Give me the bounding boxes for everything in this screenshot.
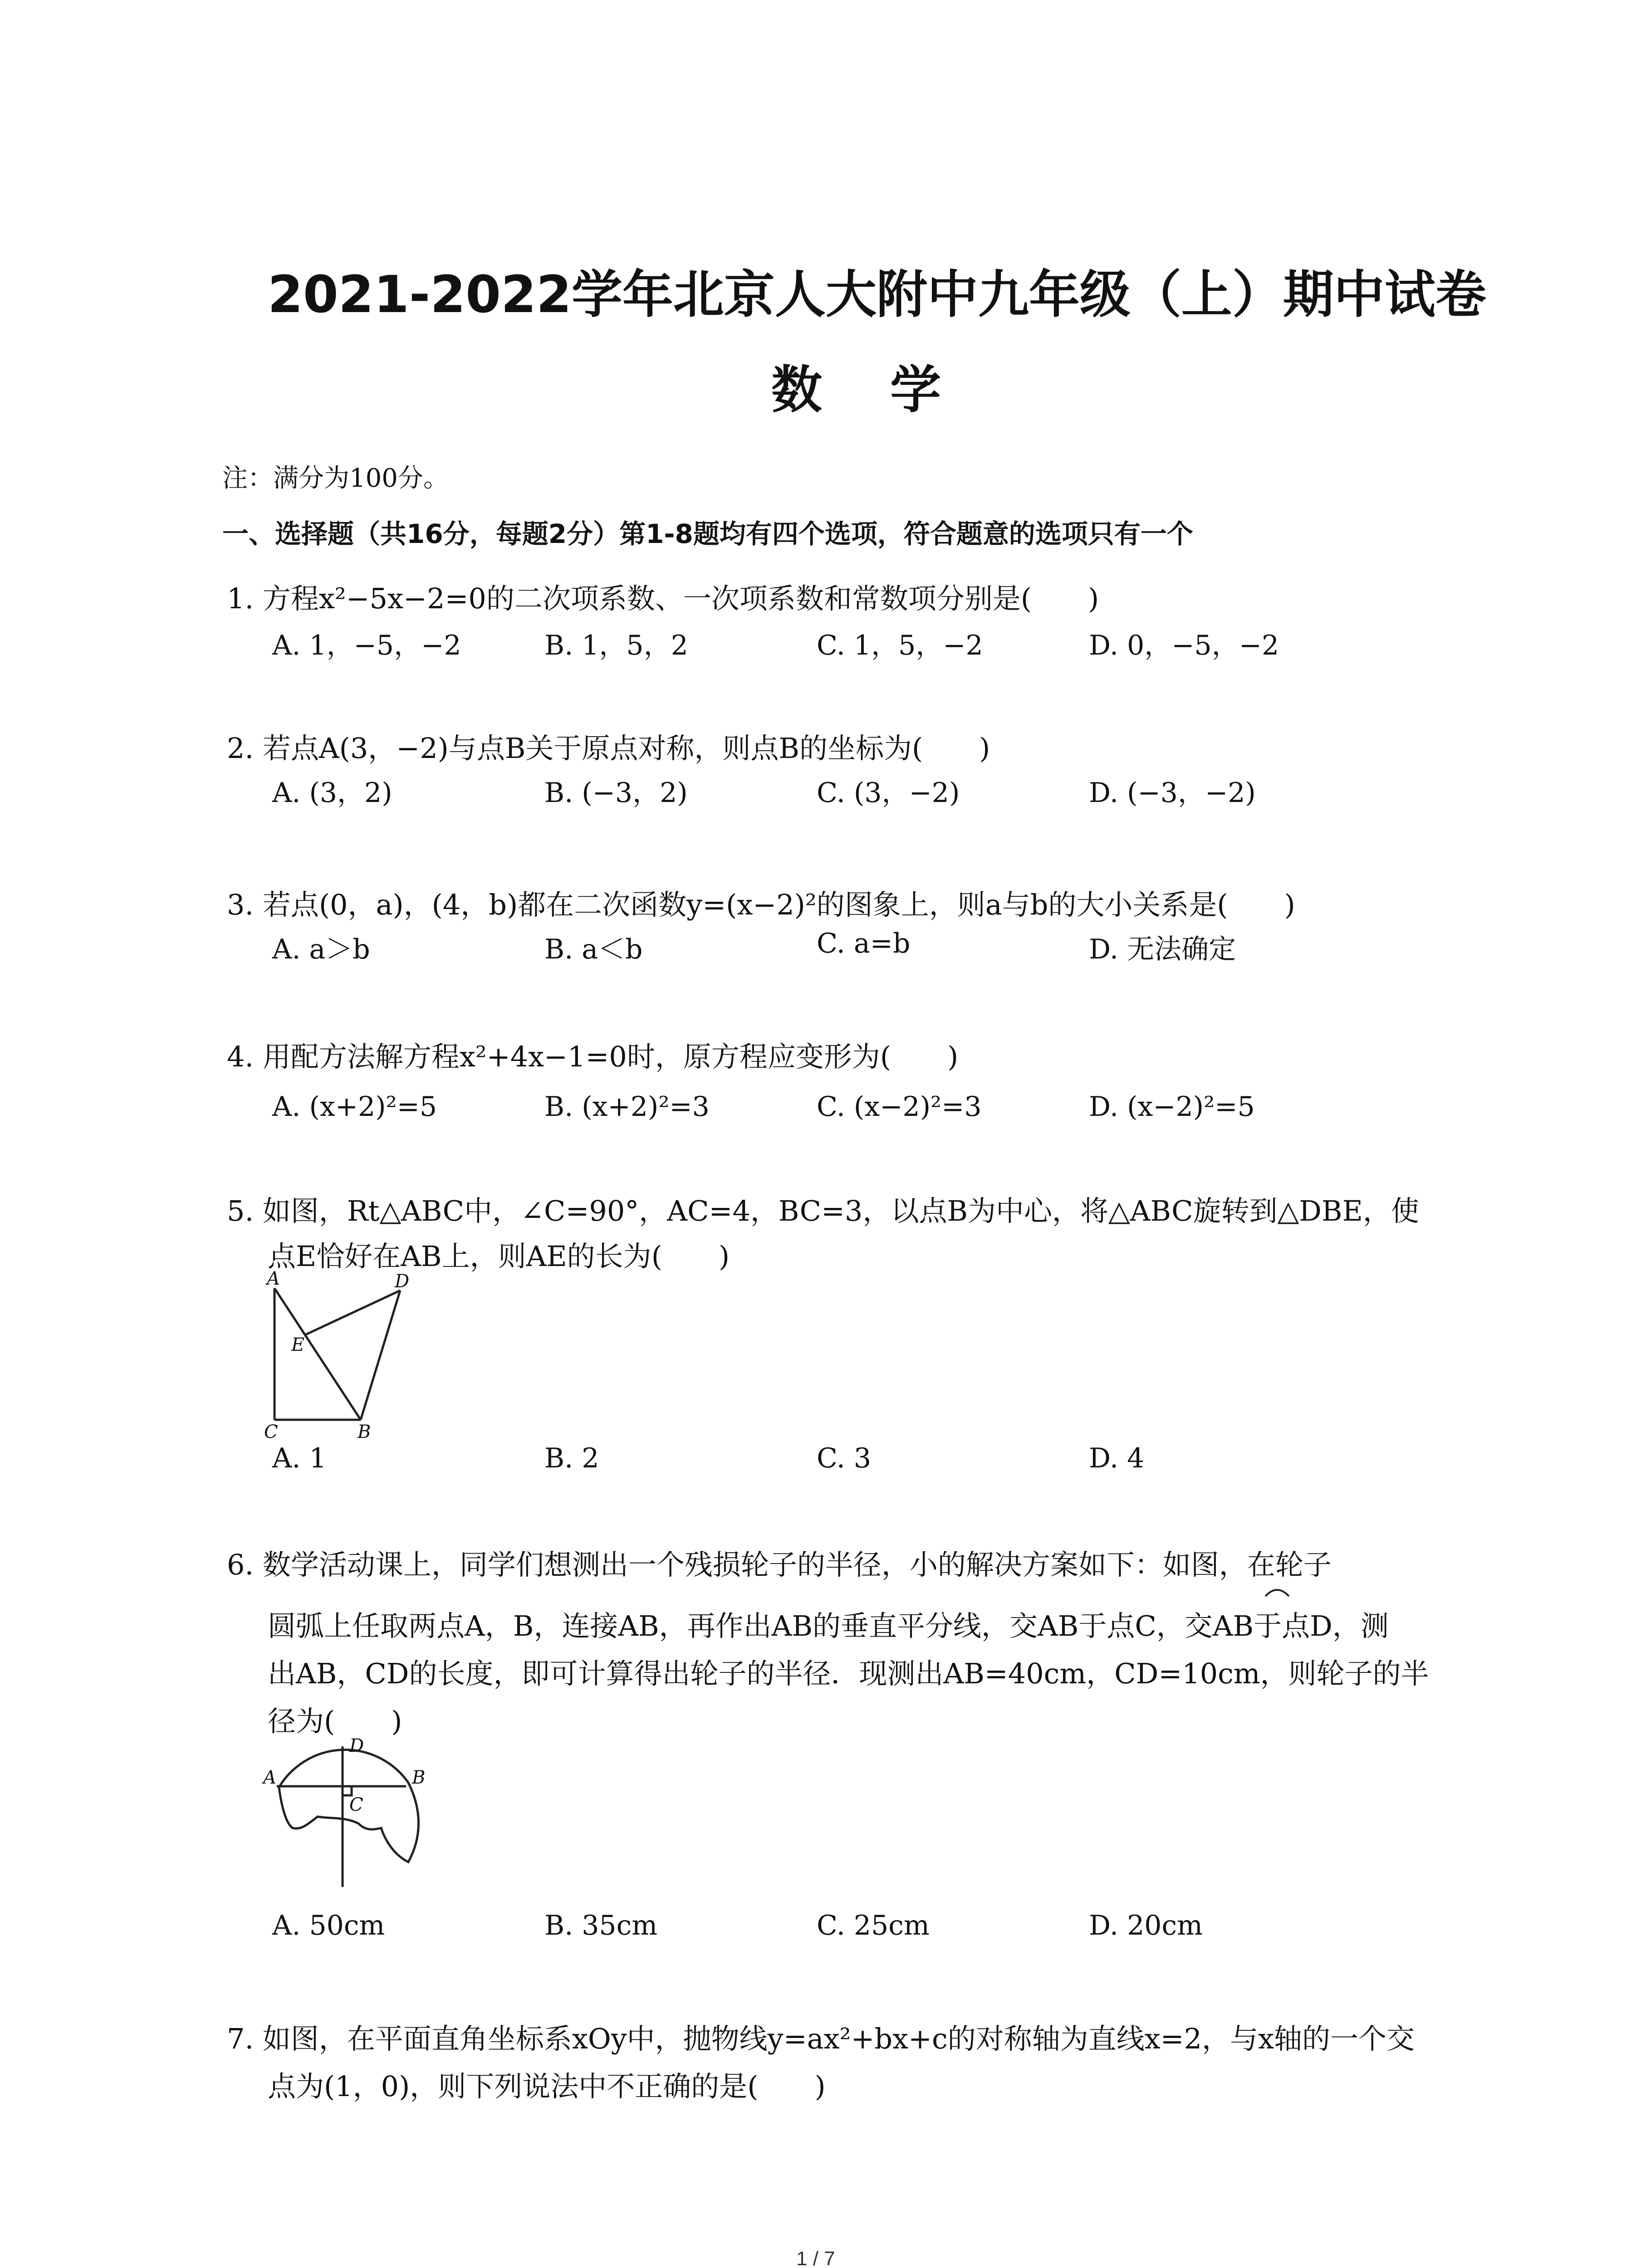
question-4-option-b: B. (x+2)²=3 [544,1091,710,1123]
question-6-option-b: B. 35cm [544,1910,658,1941]
question-4-option-c: C. (x−2)²=3 [817,1091,982,1123]
question-3-option-c: C. a=b [817,928,911,959]
question-2-stem: 2. 若点A(3，−2)与点B关于原点对称，则点B的坐标为( ) [227,732,990,765]
question-3-stem: 3. 若点(0，a)，(4，b)都在二次函数y=(x−2)²的图象上，则a与b的大小关系是( ) [227,888,1295,921]
question-5-option-c: C. 3 [817,1442,872,1474]
question-4-stem: 4. 用配方法解方程x²+4x−1=0时，原方程应变形为( ) [227,1040,959,1073]
question-3-option-d: D. 无法确定 [1089,934,1236,965]
figure5-label-e: E [291,1334,305,1355]
question-1-option-b: B. 1，5，2 [544,630,688,661]
question-4-option-a: A. (x+2)²=5 [272,1091,437,1123]
question-2-option-d: D. (−3，−2) [1089,777,1256,809]
subject-title: 数学 [771,361,1009,420]
question-5-triangle-figure [259,1270,422,1442]
question-6-stem-line-2: 圆弧上任取两点A，B，连接AB，再作出AB的垂直平分线，交AB于点C，交AB于点D，测 [268,1609,1389,1642]
question-4-option-d: D. (x−2)²=5 [1089,1091,1255,1123]
figure5-label-d: D [395,1271,410,1292]
figure6-label-a: A [263,1767,276,1788]
figure6-label-c: C [349,1794,363,1815]
question-6-option-c: C. 25cm [817,1910,930,1941]
page-number: 1 / 7 [796,2248,835,2268]
figure6-label-d: D [349,1735,364,1756]
question-1-stem: 1. 方程x²−5x−2=0的二次项系数、一次项系数和常数项分别是( ) [227,582,1099,615]
question-5-option-d: D. 4 [1089,1442,1145,1474]
question-6-stem-line-3: 出AB，CD的长度，即可计算得出轮子的半径．现测出AB=40cm，CD=10cm，则轮子的半 [268,1657,1429,1690]
arc-mark [1264,1585,1291,1598]
question-1-option-c: C. 1，5，−2 [817,630,983,661]
figure6-label-b: B [412,1767,426,1788]
question-6-stem-line-4: 径为( ) [268,1705,402,1738]
question-6-option-a: A. 50cm [272,1910,385,1941]
question-6-wheel-figure [259,1733,440,1905]
question-1-option-a: A. 1，−5，−2 [272,630,461,661]
question-5-stem-line-2: 点E恰好在AB上，则AE的长为( ) [268,1240,730,1273]
question-2-option-c: C. (3，−2) [817,777,960,809]
score-note: 注：满分为100分。 [222,464,449,493]
question-1-option-d: D. 0，−5，−2 [1089,630,1279,661]
question-7-stem-line-2: 点为(1，0)，则下列说法中不正确的是( ) [268,2070,826,2103]
question-2-option-a: A. (3，2) [272,777,392,809]
question-5-stem-line-1: 5. 如图，Rt△ABC中，∠C=90°，AC=4，BC=3，以点B为中心，将△ABC旋转到△DBE，使 [227,1194,1419,1227]
section-heading: 一、选择题（共16分，每题2分）第1-8题均有四个选项，符合题意的选项只有一个 [222,518,1193,549]
figure5-label-a: A [267,1270,280,1289]
question-3-option-a: A. a＞b [272,934,370,965]
question-2-option-b: B. (−3，2) [544,777,688,809]
question-3-option-b: B. a＜b [544,934,643,965]
question-6-stem-line-1: 6. 数学活动课上，同学们想测出一个残损轮子的半径，小的解决方案如下：如图，在轮子 [227,1548,1332,1581]
question-7-stem-line-1: 7. 如图，在平面直角坐标系xOy中，抛物线y=ax²+bx+c的对称轴为直线x=2，与x轴的一个交 [227,2022,1415,2055]
question-5-option-a: A. 1 [272,1442,327,1474]
figure5-label-b: B [358,1422,371,1442]
question-6-option-d: D. 20cm [1089,1910,1203,1941]
figure5-label-c: C [264,1422,278,1442]
page-title: 2021-2022学年北京人大附中九年级（上）期中试卷 [268,265,1486,324]
question-5-option-b: B. 2 [544,1442,599,1474]
